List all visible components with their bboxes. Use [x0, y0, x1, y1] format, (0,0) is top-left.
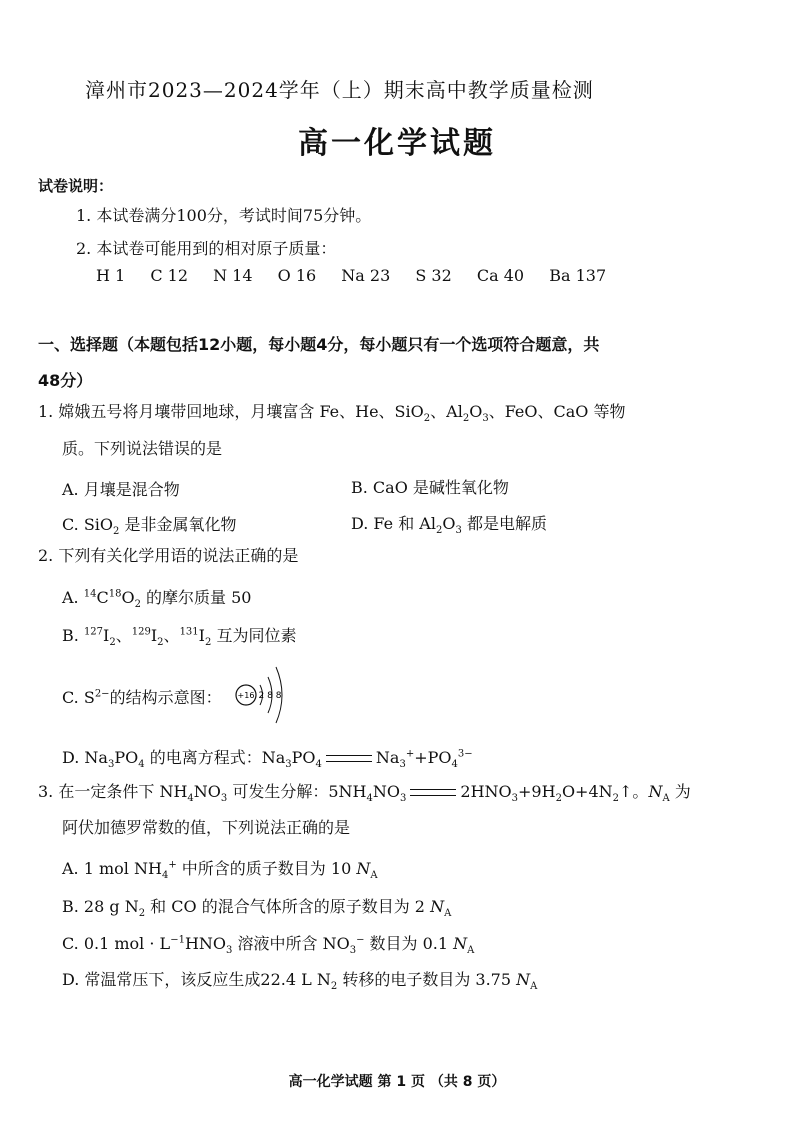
q3-stem-line1: 3. 在一定条件下 $NH_4NO_3$ 可发生分解：$5NH_4NO_3$ $2HNO_3+9H_2O+4N_2↑$。$N_A$ 为 — [38, 782, 691, 805]
q3-stem-line2: 阿伏加德罗常数的值，下列说法正确的是 — [62, 818, 351, 837]
q3-option-c: C. 0.1 mol · $L^{-1}HNO_3$ 溶液中所含 $NO_3^-$ 数目为 0.1 $N_A$ — [62, 934, 475, 957]
exam-title: 高一化学试题 — [298, 126, 496, 161]
q3-option-d: D. 常温常压下，该反应生成22.4 L $N_2$ 转移的电子数目为 3.75 $N_A$ — [62, 970, 538, 993]
note-item-1: 1. 本试卷满分100分，考试时间75分钟。 — [76, 206, 372, 225]
q2-option-d: D. $Na_3PO_4$ 的电离方程式：$Na_3PO_4$ $Na_3^++PO_4^{3-}$ — [62, 748, 473, 771]
notes-heading: 试卷说明： — [38, 177, 114, 195]
q1-option-a: A. 月壤是混合物 — [62, 480, 180, 499]
page-footer: 高一化学试题 第 1 页 （共 8 页） — [288, 1074, 506, 1090]
atomic-mass: C 12 — [150, 266, 188, 285]
q1-option-c: C. SiO$_2$ 是非金属氧化物 — [62, 515, 237, 538]
note-item-2: 2. 本试卷可能用到的相对原子质量： — [76, 239, 337, 258]
q1-option-d: D. Fe 和 $Al_2O_3$ 都是电解质 — [351, 514, 547, 537]
nucleus-charge: +16 — [237, 691, 255, 700]
atomic-mass: S 32 — [415, 266, 452, 285]
q2-option-c: C. $S^{2-}$的结构示意图： — [62, 688, 222, 707]
atomic-mass: N 14 — [213, 266, 253, 285]
q3-option-a: A. 1 mol $NH_4^+$ 中所含的质子数目为 10 $N_A$ — [62, 859, 378, 882]
q1-stem-line2: 质。下列说法错误的是 — [62, 439, 223, 458]
q1-option-b: B. CaO 是碱性氧化物 — [351, 478, 509, 497]
atomic-mass: H 1 — [96, 266, 126, 285]
q2-option-b: B. $^{127}I_2$、$^{129}I_2$、$^{131}I_2$ 互为同位素 — [62, 626, 297, 649]
equals-sign — [326, 755, 372, 762]
q2-stem: 2. 下列有关化学用语的说法正确的是 — [38, 546, 299, 565]
atomic-mass: Na 23 — [341, 266, 391, 285]
section-heading-cont: 48分） — [38, 371, 93, 390]
section-heading: 一、选择题（本题包括12小题，每小题4分，每小题只有一个选项符合题意，共 — [38, 335, 600, 354]
q3-option-b: B. 28 g $N_2$ 和 CO 的混合气体所含的原子数目为 2 $N_A$ — [62, 897, 452, 920]
atomic-masses — [96, 266, 626, 285]
atomic-mass: Ca 40 — [476, 266, 525, 285]
exam-header: 漳州市2023—2024学年（上）期末高中教学质量检测 — [85, 78, 594, 102]
equals-sign — [410, 789, 456, 796]
atomic-mass: O 16 — [277, 266, 317, 285]
q1-stem-line1: 1. 嫦娥五号将月壤带回地球，月壤富含 Fe、He、SiO$_2$、$Al_2O_3$、FeO、CaO 等物 — [38, 402, 626, 425]
atomic-mass: Ba 137 — [549, 266, 607, 285]
sulfide-ion-structure-diagram — [232, 657, 292, 729]
q2-option-a: A. $^{14}C^{18}O_2$ 的摩尔质量 50 — [62, 588, 252, 611]
shell-electron-counts: 2 8 8 — [258, 691, 282, 701]
